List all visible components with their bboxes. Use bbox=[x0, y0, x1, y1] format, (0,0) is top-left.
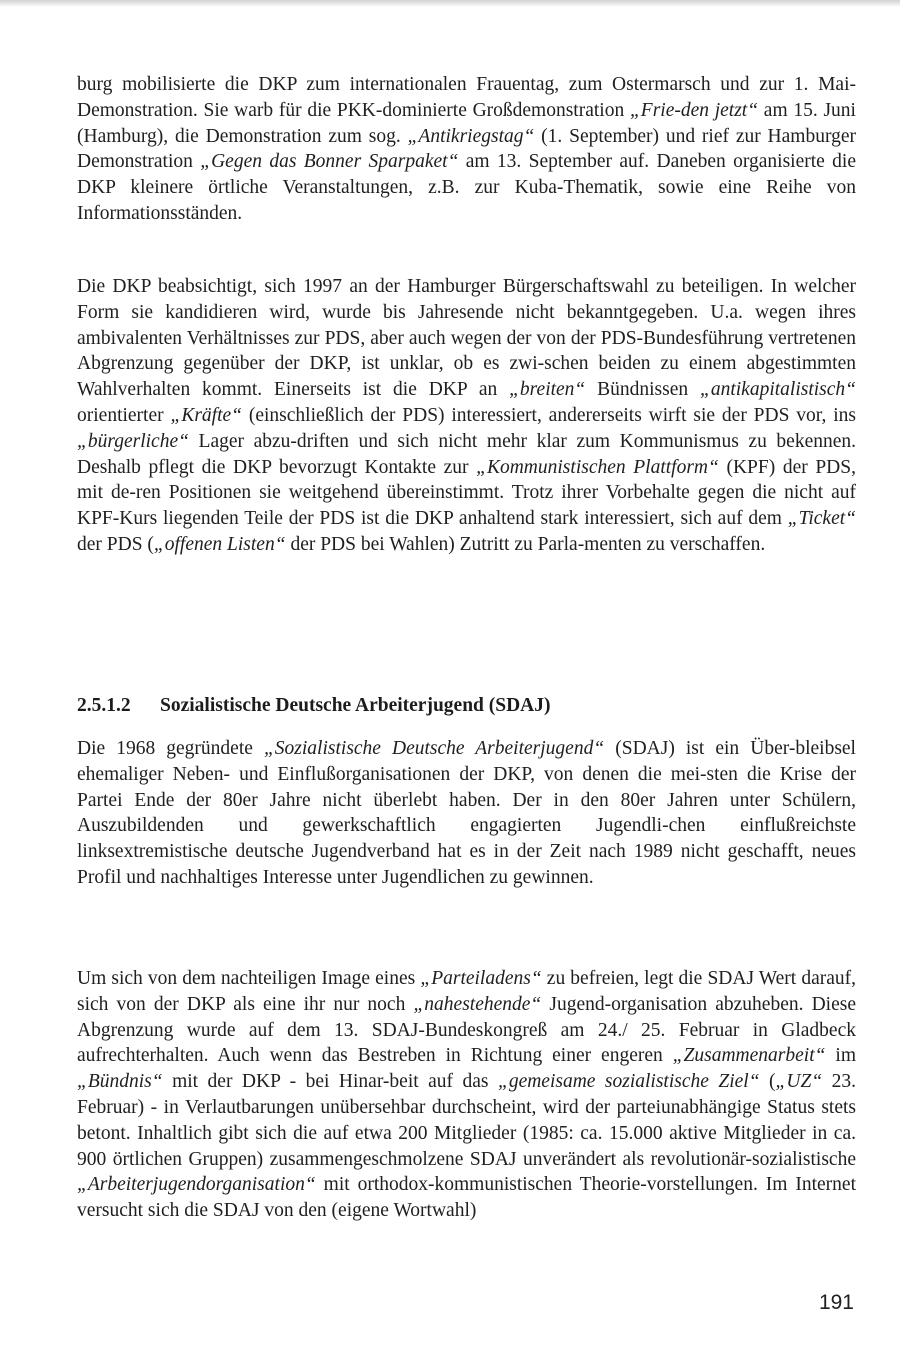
text-run: (KPF) der PDS, mit de-ren Positionen sie weitgehend übereinstimmt. Trotz ihrer Vorbehalte gegen die nicht auf KPF-Kurs liegenden Teile der PDS ist die DKP anhaltend stark interessiert, sich auf dem bbox=[77, 456, 856, 530]
text-run: (SDAJ) ist ein Über-bleibsel ehemaliger Neben- und Einflußorganisationen der DKP, von denen die mei-sten die Krise der Partei Ende der 80er Jahre nicht überlebt haben. Der in den 80er Jahren unter Schülern, Auszubildenden und gewerkschaftlich engagierten Jugendli-chen einflußreichste linksextremistische deutsche Jugendverband hat es in der Zeit nach 1989 nicht geschafft, neues Profil und nachhaltiges Interesse unter Jugendlichen zu gewinnen. bbox=[77, 738, 856, 888]
text-run: Die 1968 gegründete bbox=[77, 738, 264, 759]
quote-sozialistische-ziel: „gemeisame sozialistische Ziel“ bbox=[497, 1071, 760, 1093]
text-run: am 15. Juni (Hamburg), die Demonstration zum sog. bbox=[77, 99, 856, 147]
quote-antikriegstag: „Antikriegstag“ bbox=[407, 125, 535, 147]
text-run: (einschließlich der PDS) interessiert, andererseits wirft sie der PDS vor, ins bbox=[242, 404, 856, 426]
text-run: mit orthodox-kommunistischen Theorie-vorstellungen. Im Internet versucht sich die SDAJ von den (eigene Wortwahl) bbox=[77, 1174, 856, 1222]
quote-kraefte: „Kräfte“ bbox=[170, 404, 243, 426]
quote-offenen-listen: „offenen Listen“ bbox=[153, 533, 286, 555]
section-number: 2.5.1.2 bbox=[77, 695, 131, 716]
quote-frieden-jetzt: „Frie-den jetzt“ bbox=[629, 99, 759, 121]
text-run: 23. Februar) - in Verlautbarungen unübersehbar durchscheint, wird der parteiunabhängige Status stets betont. Inhaltlich gibt sich die auf etwa 200 Mitglieder (1985: ca. 15.000 aktive Mitglieder in ca. 900 örtlichen Gruppen) zusammengeschmolzene SDAJ unverändert als revolutionär-sozialistische bbox=[77, 1071, 857, 1170]
text-run: Bündnissen bbox=[585, 379, 700, 401]
paragraph-sdaj-history bbox=[77, 736, 856, 891]
paragraph-dkp-demonstrations bbox=[77, 72, 856, 227]
section-title: Sozialistische Deutsche Arbeiterjugend (SDAJ) bbox=[160, 695, 551, 716]
quote-sdaj-name: „Sozialistische Deutsche Arbeiterjugend“ bbox=[263, 738, 605, 759]
text-run: (1. September) und rief zur Hamburger Demonstration bbox=[77, 125, 856, 173]
page-number: 191 bbox=[818, 1291, 854, 1314]
text-run: Um sich von dem nachteiligen Image eines bbox=[77, 968, 421, 989]
quote-parteiladens: „Parteiladens“ bbox=[420, 968, 542, 989]
text-run: orientierter bbox=[77, 404, 171, 426]
text-run: der PDS ( bbox=[77, 533, 154, 555]
quote-kommunistische-plattform: „Kommunistischen Plattform“ bbox=[476, 456, 719, 478]
quote-antikapitalistisch: „antikapitalistisch“ bbox=[699, 379, 857, 401]
section-heading bbox=[77, 693, 856, 719]
quote-zusammenarbeit: „Zusammenarbeit“ bbox=[672, 1045, 826, 1067]
scan-top-edge bbox=[0, 0, 900, 7]
paragraph-dkp-election bbox=[77, 274, 856, 558]
text-run: im bbox=[825, 1045, 856, 1067]
quote-ticket: „Ticket“ bbox=[787, 508, 856, 530]
quote-bonner-sparpaket: „Gegen das Bonner Sparpaket“ bbox=[200, 151, 459, 173]
text-run: Die DKP beabsichtigt, sich 1997 an der Hamburger Bürgerschaftswahl zu beteiligen. In welcher Form sie kandidieren wird, wurde bis Jahresende nicht bekanntgegeben. U.a. wegen ihres ambivalenten Verhältnisses zur PDS, aber auch wegen der von der PDS-Bundesführung vertretenen Abgrenzung gegenüber der DKP, ist unklar, ob es zwi-schen beiden zu einem abgestimmten Wahlverhalten kommt. Einerseits ist die DKP an bbox=[77, 276, 856, 401]
quote-uz: „UZ“ bbox=[775, 1071, 823, 1093]
quote-breiten: „breiten“ bbox=[509, 379, 586, 401]
paragraph-sdaj-image bbox=[77, 966, 856, 1224]
text-run: mit der DKP - bei Hinar-beit auf das bbox=[162, 1071, 498, 1093]
text-run: Lager abzu-driften und sich nicht mehr klar zum Kommunismus zu bekennen. Deshalb pflegt die DKP bevorzugt Kontakte zur bbox=[77, 430, 856, 478]
text-run: am 13. September auf. Daneben organisierte die DKP kleinere örtliche Veranstaltungen, z.B. zur Kuba-Thematik, sowie eine Reihe von Informationsständen. bbox=[77, 151, 856, 224]
quote-nahestehende: „nahestehende“ bbox=[413, 993, 542, 1015]
text-run: der PDS bei Wahlen) Zutritt zu Parla-menten zu verschaffen. bbox=[285, 533, 766, 555]
text-run: burg mobilisierte die DKP zum internationalen Frauentag, zum Ostermarsch und zur 1. Mai-Demonstration. Sie warb für die PKK-dominierte Großdemonstration bbox=[77, 74, 856, 121]
quote-arbeiterjugendorganisation: „Arbeiterjugendorganisation“ bbox=[77, 1174, 316, 1196]
text-run: ( bbox=[759, 1071, 776, 1093]
quote-buendnis: „Bündnis“ bbox=[77, 1071, 163, 1093]
quote-buergerliche: „bürgerliche“ bbox=[77, 430, 189, 452]
text-run: zu befreien, legt die SDAJ Wert darauf, sich von der DKP als eine ihr nur noch bbox=[77, 968, 856, 1015]
text-run: Jugend-organisation abzuheben. Diese Abgrenzung wurde auf dem 13. SDAJ-Bundeskongreß am 24./ 25. Februar in Gladbeck aufrechterhalten. Auch wenn das Bestreben in Richtung einer engeren bbox=[77, 993, 856, 1067]
